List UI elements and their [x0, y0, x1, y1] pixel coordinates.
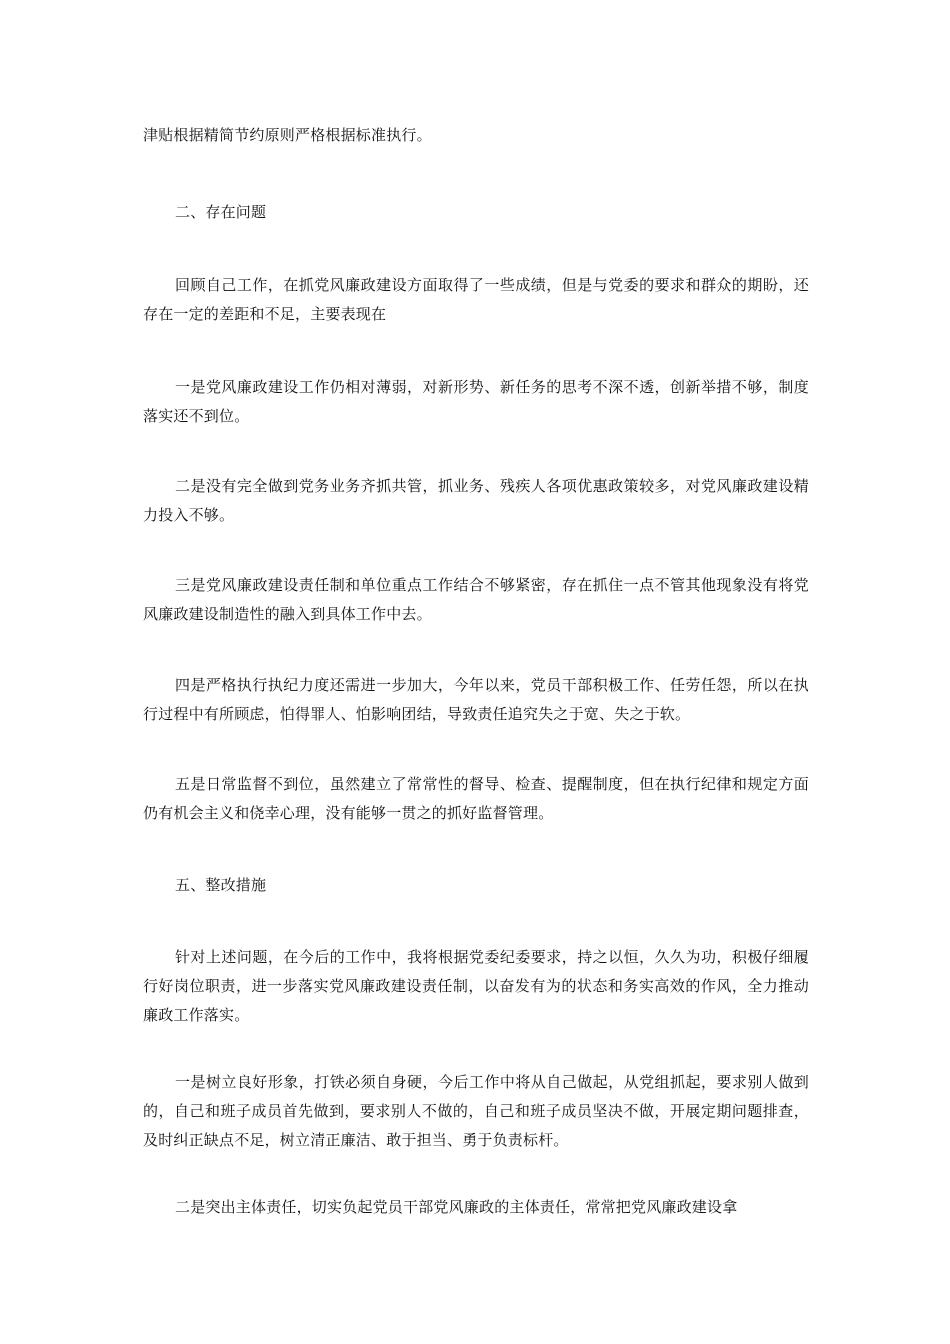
paragraph-continuation: 津贴根据精简节约原则严格根据标准执行。 [143, 126, 432, 144]
section-heading-problems: 二、存在问题 [175, 203, 267, 221]
paragraph-problem-5: 五是日常监督不到位，虽然建立了常常性的督导、检查、提醒制度，但在执行纪律和规定方面仍有机会主义和侥幸心理，没有能够一贯之的抓好监督管理。 [143, 775, 809, 822]
paragraph-problem-3: 三是党风廉政建设责任制和单位重点工作结合不够紧密，存在抓住一点不管其他现象没有将党风廉政建设制造性的融入到具体工作中去。 [143, 576, 809, 623]
paragraph-rectification-intro: 针对上述问题，在今后的工作中，我将根据党委纪委要求，持之以恒，久久为功，积极仔细履行好岗位职责，进一步落实党风廉政建设责任制，以奋发有为的状态和务实高效的作风，全力推动廉政工作落实。 [143, 948, 809, 1024]
paragraph-review: 回顾自己工作，在抓党风廉政建设方面取得了一些成绩，但是与党委的要求和群众的期盼，还存在一定的差距和不足，主要表现在 [143, 276, 809, 323]
paragraph-measure-2: 二是突出主体责任，切实负起党员干部党风廉政的主体责任，常常把党风廉政建设拿 [175, 1198, 738, 1216]
paragraph-problem-1: 一是党风廉政建设工作仍相对薄弱，对新形势、新任务的思考不深不透，创新举措不够，制度落实还不到位。 [143, 378, 809, 425]
section-heading-rectification: 五、整改措施 [175, 876, 267, 894]
paragraph-problem-4: 四是严格执行执纪力度还需进一步加大，今年以来，党员干部积极工作、任劳任怨，所以在执行过程中有所顾虑，怕得罪人、怕影响团结，导致责任追究失之于宽、失之于软。 [143, 676, 809, 723]
paragraph-measure-1: 一是树立良好形象，打铁必须自身硬，今后工作中将从自己做起，从党组抓起，要求别人做到的，自己和班子成员首先做到，要求别人不做的，自己和班子成员坚决不做，开展定期问题排查，及时纠正缺点不足，树立清正廉洁、敢于担当、勇于负责标杆。 [143, 1073, 809, 1149]
paragraph-problem-2: 二是没有完全做到党务业务齐抓共管，抓业务、残疾人各项优惠政策较多，对党风廉政建设精力投入不够。 [143, 477, 809, 524]
